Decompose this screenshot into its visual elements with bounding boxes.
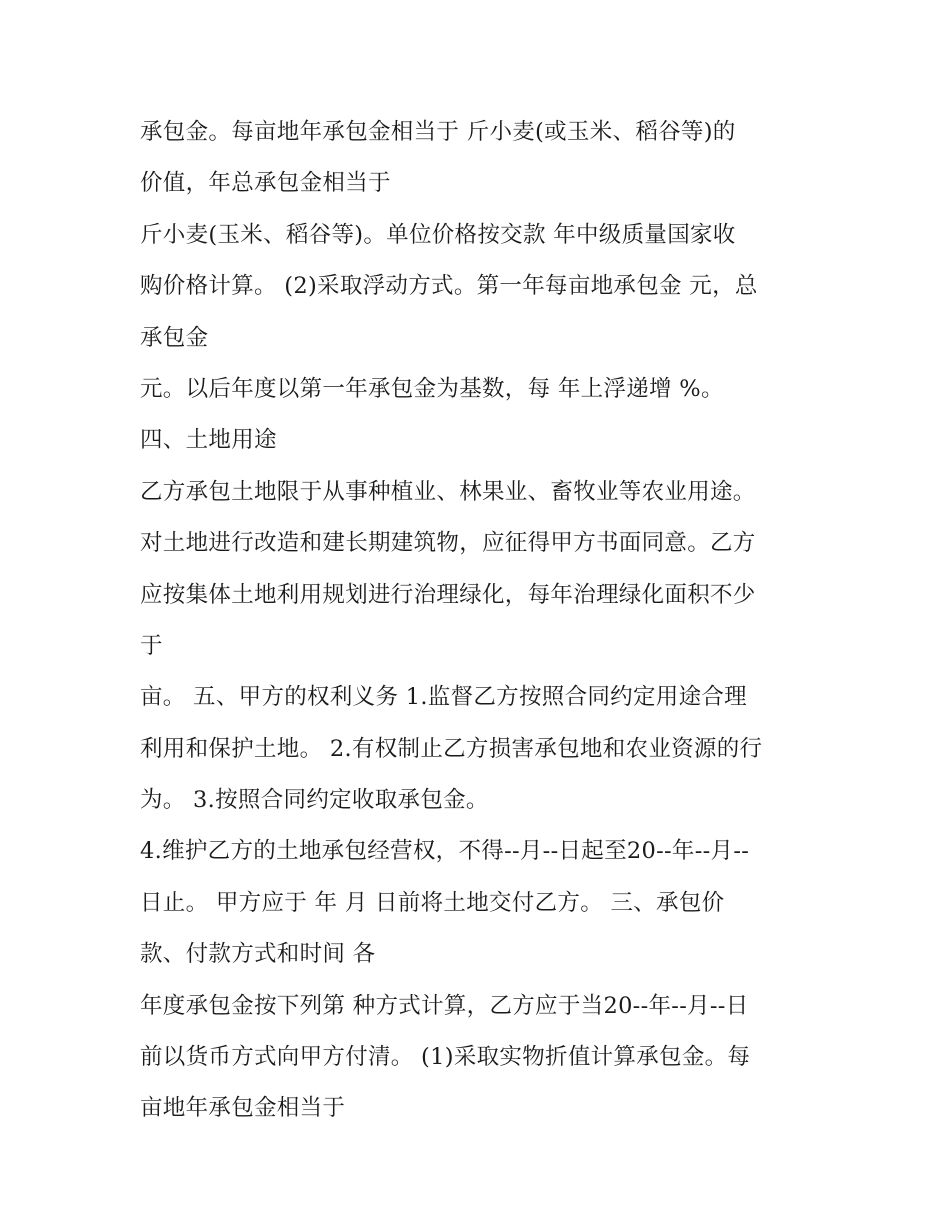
text-line-16: 日止。 甲方应于 年 月 日前将土地交付乙方。 三、承包价 <box>140 889 725 916</box>
text-line-14: 为。 3.按照合同约定收取承包金。 <box>140 787 489 814</box>
text-line-4: 购价格计算。 (2)采取浮动方式。第一年每亩地承包金 元，总 <box>140 273 758 300</box>
text-line-20: 亩地年承包金相当于 <box>140 1095 346 1122</box>
text-line-19: 前以货币方式向甲方付清。 (1)采取实物折值计算承包金。每 <box>140 1044 751 1071</box>
text-line-6: 元。以后年度以第一年承包金为基数，每 年上浮递增 %。 <box>140 375 724 402</box>
text-line-11: 于 <box>140 632 163 659</box>
text-line-1: 承包金。每亩地年承包金相当于 斤小麦(或玉米、稻谷等)的 <box>140 119 736 145</box>
text-line-17: 款、付款方式和时间 各 <box>140 941 376 968</box>
text-line-10: 应按集体土地利用规划进行治理绿化，每年治理绿化面积不少 <box>140 581 756 608</box>
section-heading-land-use: 四、土地用途 <box>140 427 277 454</box>
text-line-2: 价值，年总承包金相当于 <box>140 170 391 197</box>
text-line-13: 利用和保护土地。 2.有权制止乙方损害承包地和农业资源的行 <box>140 735 763 762</box>
text-line-8: 乙方承包土地限于从事种植业、林果业、畜牧业等农业用途。 <box>140 478 756 505</box>
text-line-5: 承包金 <box>140 324 209 351</box>
text-line-15: 4.维护乙方的土地承包经营权，不得--月--日起至20--年--月-- <box>140 838 750 865</box>
text-line-9: 对土地进行改造和建长期建筑物，应征得甲方书面同意。乙方 <box>140 530 756 557</box>
text-line-3: 斤小麦(玉米、稻谷等)。单位价格按交款 年中级质量国家收 <box>140 221 736 248</box>
text-line-18: 年度承包金按下列第 种方式计算，乙方应于当20--年--月--日 <box>140 992 749 1019</box>
document-body <box>140 107 820 1135</box>
text-line-12: 亩。 五、甲方的权利义务 1.监督乙方按照合同约定用途合理 <box>140 684 747 711</box>
